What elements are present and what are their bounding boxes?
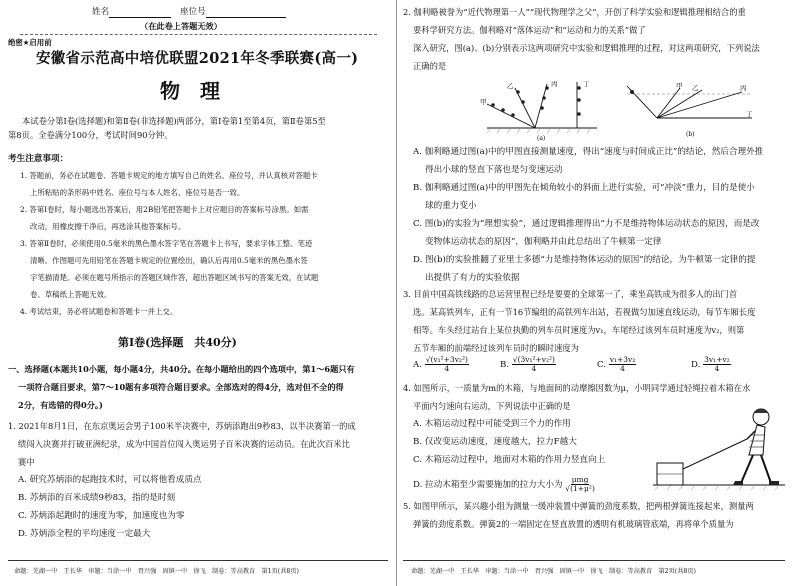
seat-label: 座位号 [179,7,206,17]
q1-option-d: D. 苏炳添全程的平均速度一定最大 [18,529,151,539]
fig-a-balls [491,86,581,117]
q4-rope [683,439,747,469]
q4-option-d-fraction [565,476,595,493]
fig-a-incline-bing [535,84,547,128]
q2-option-a-2: 得出小球的竖直下落也是匀变速运动 [425,165,563,175]
q2-stem-4: 正确的是 [413,61,447,71]
q3-option-c-num: v₁+3v₂ [609,355,636,364]
q4-option-c: C. 木箱运动过程中，地面对木箱的作用力竖直向上 [413,455,606,465]
q5-stem-2: 弹簧的劲度系数。弹簧2的一端固定在竖直放置的透明有机玻璃管底端，再将单个质量为 [413,519,734,529]
fig-a-label-ding: 丁 [583,80,590,88]
q3-option-c-letter: C. [597,360,607,370]
seat-blank [206,8,286,18]
q4-person-hair [754,409,768,413]
footer-divider [8,560,388,561]
q3-option-b-den: 4 [531,364,537,373]
q5-stem-1: 5. 如图甲所示，某兴趣小组为测量一缓冲装置中弹簧的劲度系数，把两根弹簧连接起来，测量两 [403,501,754,511]
q3-option-a-fraction [425,356,469,373]
q4-ground-hatching [655,485,779,490]
fig-a-label-jia: 甲 [480,98,487,106]
q4-option-d [413,476,595,493]
q3-option-b-num: √(3v₁²+v₂²) [512,355,555,364]
exam-title: 安徽省示范高中培优联盟2021年冬季联赛(高一) [36,50,359,67]
q1-option-c: C. 苏炳添起跑时的速度为零，加速度也为零 [18,511,185,521]
right-page [397,0,794,586]
q3-option-a-letter: A. [413,360,422,370]
q2-option-d-1: D. 图(b)的实验推翻了亚里士多德“力是维持物体运动的原因”的结论，为牛顿第一定律的提 [413,255,756,265]
q1-option-b: B. 苏炳添的百米成绩9秒83，指的是时刻 [18,493,176,503]
q2-option-b-2: 球的重力变小 [425,201,477,211]
q3-option-c-fraction [609,356,637,373]
q3-stem-4: 五节车厢的前端经过该列车员时的瞬时速度为 [413,343,579,353]
page-footer-right: 命题：芜湖一中 王长华 审题：当涂一中 胥兴强 固镇一中 徐飞 制卷：等高教育 第2页(共8页) [411,568,696,575]
fig-a-incline-jia [487,104,535,128]
q4-option-b: B. 仅改变运动速度，速度越大，拉力F越大 [413,437,577,447]
section-title: 第Ⅰ卷(选择题 共40分) [118,336,237,349]
fig-a-label-bing: 丙 [551,80,558,88]
fig-b-caption: (b) [686,131,695,138]
fig-b-label-ding: 丁 [746,110,753,118]
section-instruction-1: 一、选择题(本题共10小题，每小题4分，共40分。在每小题给出的四个选项中，第1～6题只有 [8,364,355,374]
fig-b-incline-bing [657,92,742,118]
note-line-9: 4. 考试结束，务必将试题卷和答题卡一并上交。 [20,307,178,316]
intro-line-1: 本试卷分第Ⅰ卷(选择题)和第Ⅱ卷(非选择题)两部分，第Ⅰ卷第1至第4页，第Ⅱ卷第5至 [22,116,326,126]
page-footer: 命题：芜湖一中 王长华 审题：当涂一中 胥兴强 固镇一中 徐飞 制卷：等高教育 第1页(共8页) [14,568,299,575]
q3-option-a-num: √(v₁²+3v₂²) [425,355,468,364]
q2-option-c-2: 变物体运动状态的原因”，伽利略并由此总结出了牛顿第一定律 [425,237,662,247]
subject-title: 物 理 [160,79,220,103]
fig-b-label-jia: 甲 [676,82,683,90]
q3-option-d-fraction [703,356,731,373]
name-blank [109,8,171,18]
note-line-4: 改动，用橡皮擦干净后，再选涂其他答案标号。 [30,222,186,231]
fig-a-hatching [487,128,591,133]
q2-option-c-1: C. 图(b)的实验为“理想实验”，通过逻辑推理得出“力不是维持物体运动状态的原因，而是改 [413,219,760,229]
q4-person-leg-left [741,455,753,483]
q3-option-c [597,356,636,373]
section-instruction-3: 2分，有选错的得0分。) [18,400,103,410]
note-line-2: 上所粘贴的条形码中姓名、座位号与本人姓名、座位号是否一致。 [30,188,245,197]
q4-option-d-text: D. 拉动木箱至少需要施加的拉力大小为 [413,480,563,490]
q4-option-a: A. 木箱运动过程中可能受到三个力的作用 [413,419,571,429]
fig-a-label-yi: 乙 [507,82,514,90]
figure-b [622,80,762,142]
q4-stem-1: 4. 如图所示，一质量为m的木箱，与地面间的动摩擦因数为μ，小明同学通过轻绳拉着木箱在水 [403,383,751,393]
note-line-7: 字笔描清楚。必须在题号所指示的答题区域作答，超出答题区域书写的答案无效，在试题 [30,273,319,282]
q4-stem-2: 平面内匀速向右运动，下列说法中正确的是 [413,401,571,411]
q3-option-b-fraction [512,356,556,373]
note-line-6: 清晰。作图题可先用铅笔在答题卡规定的位置绘出，确认后再用0.5毫米的黑色墨水签 [30,256,308,265]
fig-b-label-bing: 丙 [740,84,747,92]
q3-option-a-den: 4 [444,364,450,373]
q3-option-d-den: 4 [714,364,720,373]
q2-stem-3: 深入研究，图(a)、(b)分别表示这两项研究中实验和逻辑推理的过程，对这两项研究，下列说法 [413,43,760,53]
section-instruction-2: 一项符合题目要求，第7～10题有多项符合题目要求。全部选对的得4分，选对但不全的得 [18,382,344,392]
name-label: 姓名 [92,7,110,17]
q1-stem-3: 赛中 [18,457,35,467]
q3-stem-3: 相等。车头经过站台上某位执勤的列车员时速度为v₁，车尾经过该列车员时速度为v₂，则第 [413,325,745,335]
fig-b-ball [630,90,634,94]
figure-a [477,80,607,142]
q2-option-d-2: 出提供了有力的实验依据 [425,273,520,283]
q4-person-leg-right [761,455,771,483]
q3-stem-2: 选。某高铁列车，正有一节16节编组的高铁列车出站，若视做匀加速直线运动，每节车厢长度 [413,307,756,317]
q3-stem-1: 3. 目前中国高铁线路的总运营里程已经是要要的全球第一了，乘坐高铁成为很多人的出门首 [403,289,738,299]
name-field [92,6,286,18]
q2-stem-1: 2. 伽利略被誉为“近代物理第一人”“现代物理学之父”，开创了科学实验和逻辑推理相结合的重 [403,7,746,17]
footer-divider-right [403,560,785,561]
notes-title: 考生注意事项： [8,154,69,164]
q1-stem-2: 绩闯入决赛并打破亚洲纪录，成为中国首位闯入奥运男子百米决赛的运动员。在此次百米比 [18,439,350,449]
answer-notice: （在此卷上答题无效） [140,21,222,31]
note-line-5: 3. 答第Ⅱ卷时，必须使用0.5毫米的黑色墨水签字笔在答题卡上书写，要求字体工整、笔迹 [20,239,313,248]
fig-a-incline-yi [515,88,535,128]
intro-line-2: 第8页。全卷满分100分，考试时间90分钟。 [8,130,173,140]
q1-option-a: A. 研究苏炳添的起跑技术时，可以将他看成质点 [18,475,202,485]
q3-option-d [691,356,731,373]
q2-stem-2: 要科学研究方法。伽利略对“落体运动”和“运动和力的关系”做了 [413,25,646,35]
q1-stem-1: 1. 2021年8月1日，在东京奥运会男子100米半决赛中，苏炳添跑出9秒83，以半决赛第一的成 [8,421,356,431]
header-divider [20,34,377,35]
fig-b-incline-jia [657,88,680,118]
q3-option-b-letter: B. [500,360,510,370]
q4-figure-pulling-box [649,395,789,495]
q3-option-c-den: 4 [620,364,625,373]
q3-option-d-num: 3v₁+v₂ [704,355,730,364]
q3-option-d-letter: D. [691,360,701,370]
q3-option-a [413,356,469,373]
q4-option-d-num: μmg [571,475,589,484]
note-line-3: 2. 答第Ⅰ卷时，每小题选出答案后，用2B铅笔把答题卡上对应题目的答案标号涂黑。如需 [20,205,309,214]
q2-option-b-1: B. 伽利略通过图(a)中的甲图先在倾角较小的斜面上进行实验，可“冲淡”重力，目的是使小 [413,183,755,193]
note-line-8: 卷、草稿纸上答题无效。 [30,290,112,299]
note-line-1: 1. 答题前，务必在试题卷、答题卡规定的地方填写自己的姓名、座位号，并认真核对答题卡 [20,171,318,180]
fig-b-label-yi: 乙 [692,84,699,92]
q3-option-b [500,356,556,373]
q4-option-d-den: √(1+μ²) [565,484,595,493]
fig-a-caption: (a) [537,135,546,142]
q2-option-a-1: A. 伽利略通过图(a)中的甲图直接测量速度，得出“速度与时间成正比”的结论，然后合理外推 [413,147,764,157]
secret-mark: 绝密★启用前 [8,38,52,47]
q4-person-body [749,425,765,455]
